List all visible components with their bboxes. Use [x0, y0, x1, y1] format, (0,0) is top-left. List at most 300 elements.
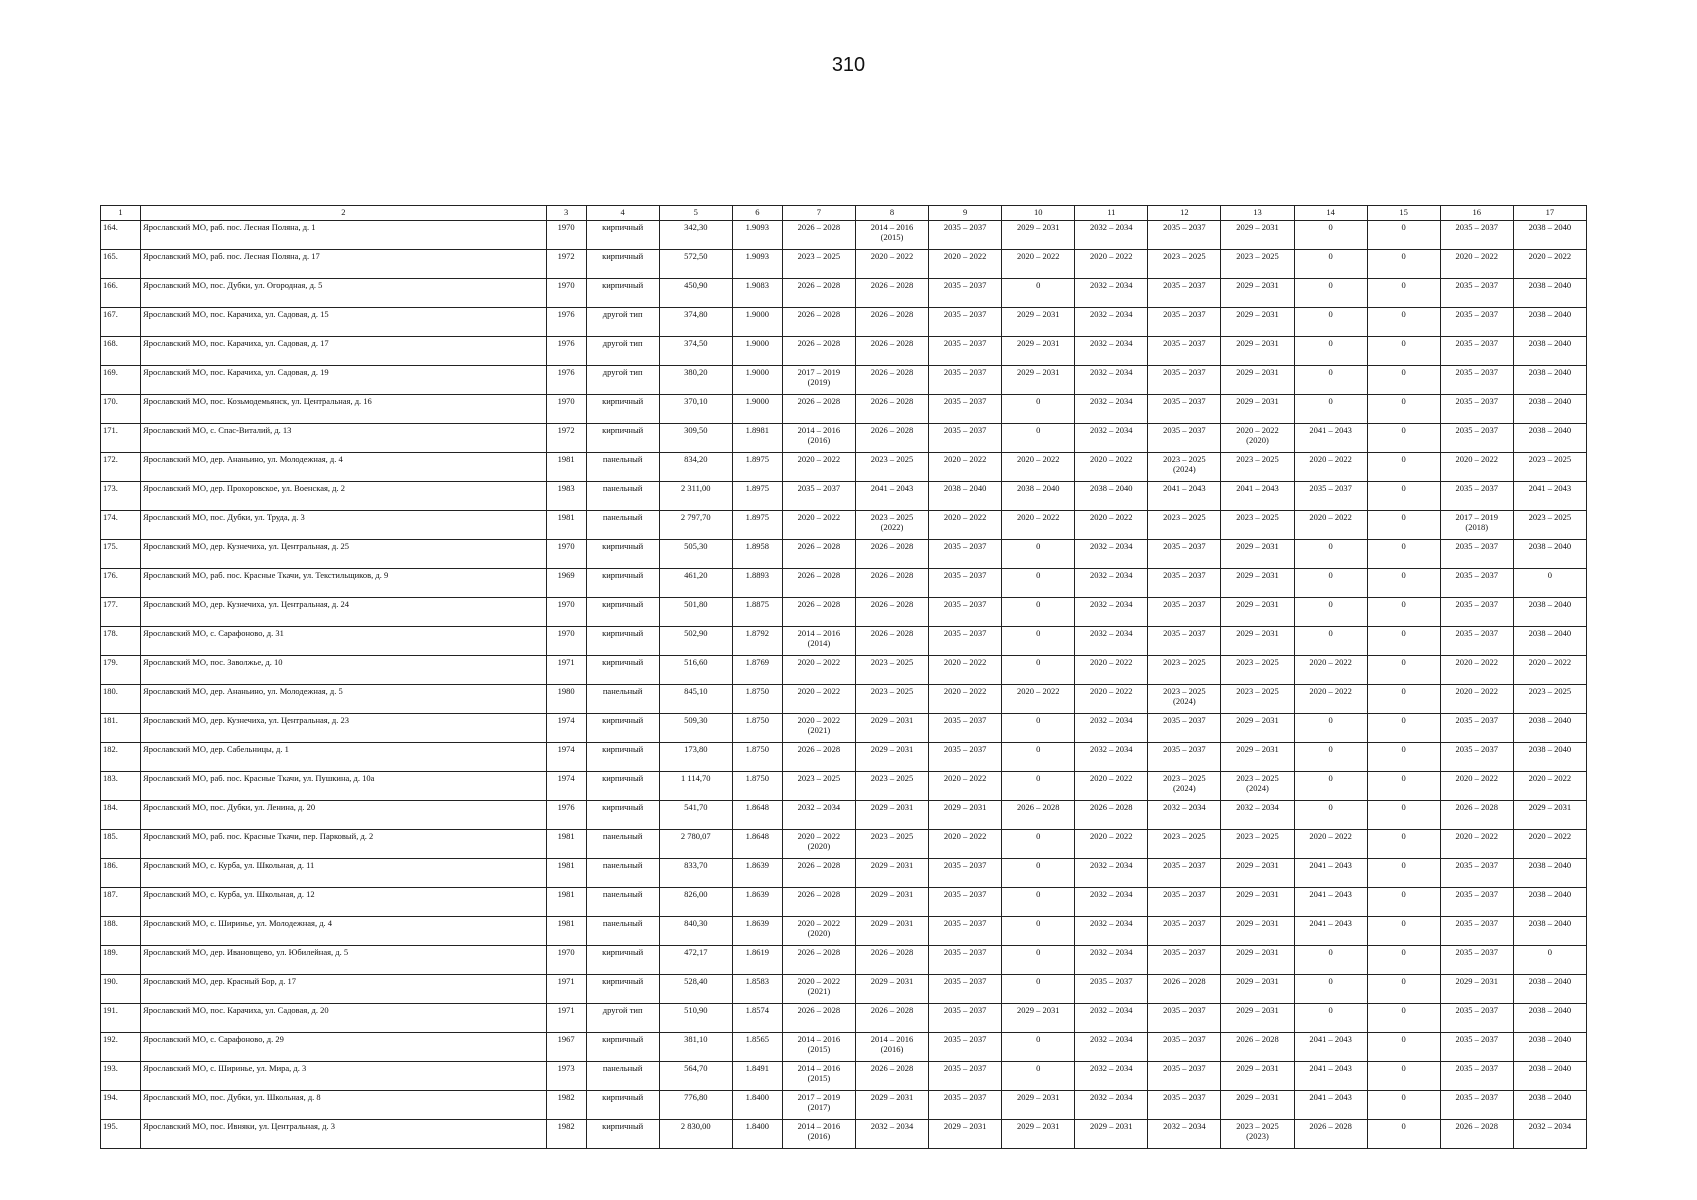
- table-cell: 2020 – 2022: [1075, 830, 1148, 859]
- table-header: [101, 206, 1587, 221]
- table-cell: 2026 – 2028: [855, 627, 928, 656]
- table-cell: 2020 – 2022: [1075, 511, 1148, 540]
- column-header: 13: [1221, 206, 1294, 221]
- table-cell: Ярославский МО, дер. Ананьино, ул. Молодежная, д. 4: [141, 453, 547, 482]
- table-cell: 541,70: [659, 801, 732, 830]
- table-cell: 165.: [101, 250, 141, 279]
- table-cell: 0: [1294, 337, 1367, 366]
- table-cell: 1981: [546, 917, 586, 946]
- table-cell: 0: [1367, 511, 1440, 540]
- table-cell: 2023 – 2025: [1513, 685, 1586, 714]
- table-cell: 183.: [101, 772, 141, 801]
- table-cell: Ярославский МО, с. Ширинье, ул. Мира, д. 3: [141, 1062, 547, 1091]
- table-cell: 1967: [546, 1033, 586, 1062]
- table-cell: кирпичный: [586, 569, 659, 598]
- table-cell: 1.8981: [732, 424, 782, 453]
- table-cell: 2029 – 2031: [929, 801, 1002, 830]
- table-cell: 2029 – 2031: [1221, 1062, 1294, 1091]
- table-cell: 0: [1294, 946, 1367, 975]
- table-cell: 2032 – 2034: [1075, 424, 1148, 453]
- table-cell: 2026 – 2028: [1440, 1120, 1513, 1149]
- table-cell: 2023 – 2025 (2022): [855, 511, 928, 540]
- table-cell: кирпичный: [586, 772, 659, 801]
- table-cell: 1976: [546, 366, 586, 395]
- table-cell: 1976: [546, 308, 586, 337]
- table-cell: 2029 – 2031: [855, 714, 928, 743]
- table-cell: 2029 – 2031: [855, 888, 928, 917]
- table-cell: панельный: [586, 1062, 659, 1091]
- table-cell: 2035 – 2037: [1440, 859, 1513, 888]
- table-cell: 2020 – 2022: [855, 250, 928, 279]
- table-cell: 2032 – 2034: [855, 1120, 928, 1149]
- table-cell: 2035 – 2037: [929, 337, 1002, 366]
- table-cell: 2035 – 2037: [1148, 714, 1221, 743]
- table-cell: 2014 – 2016 (2016): [782, 1120, 855, 1149]
- table-cell: панельный: [586, 830, 659, 859]
- table-cell: 173,80: [659, 743, 732, 772]
- table-cell: 2035 – 2037: [1440, 1091, 1513, 1120]
- table-cell: 2038 – 2040: [1513, 1004, 1586, 1033]
- table-cell: 2026 – 2028: [855, 540, 928, 569]
- table-cell: 2032 – 2034: [1075, 743, 1148, 772]
- column-header: 10: [1002, 206, 1075, 221]
- table-cell: 2032 – 2034: [1075, 1004, 1148, 1033]
- column-header: 11: [1075, 206, 1148, 221]
- table-cell: 1.8750: [732, 714, 782, 743]
- table-cell: 2038 – 2040: [1513, 424, 1586, 453]
- table-row: [101, 221, 1587, 250]
- table-row: [101, 627, 1587, 656]
- table-cell: 2017 – 2019 (2017): [782, 1091, 855, 1120]
- table-cell: 2023 – 2025: [855, 830, 928, 859]
- table-cell: 2038 – 2040: [1513, 714, 1586, 743]
- table-cell: 2032 – 2034: [1148, 801, 1221, 830]
- table-cell: 167.: [101, 308, 141, 337]
- table-cell: 2035 – 2037: [929, 946, 1002, 975]
- table-cell: 564,70: [659, 1062, 732, 1091]
- table-cell: 2032 – 2034: [1075, 366, 1148, 395]
- table-cell: 2038 – 2040: [1513, 598, 1586, 627]
- table-cell: 2026 – 2028: [855, 337, 928, 366]
- table-cell: 2032 – 2034: [1513, 1120, 1586, 1149]
- table-cell: 2020 – 2022: [1002, 453, 1075, 482]
- table-row: [101, 337, 1587, 366]
- table-cell: 2020 – 2022: [1075, 772, 1148, 801]
- table-cell: 2023 – 2025: [1221, 250, 1294, 279]
- table-cell: 190.: [101, 975, 141, 1004]
- table-cell: 0: [1002, 569, 1075, 598]
- table-cell: 2029 – 2031: [855, 917, 928, 946]
- table-cell: 2014 – 2016 (2016): [782, 424, 855, 453]
- table-cell: 2041 – 2043: [1294, 1033, 1367, 1062]
- table-cell: 2020 – 2022: [1075, 656, 1148, 685]
- column-header: 2: [141, 206, 547, 221]
- table-cell: 169.: [101, 366, 141, 395]
- table-cell: 2020 – 2022: [782, 511, 855, 540]
- table-cell: 1.8975: [732, 482, 782, 511]
- table-cell: 2029 – 2031: [1002, 366, 1075, 395]
- table-cell: 2020 – 2022: [1075, 453, 1148, 482]
- table-cell: 2035 – 2037: [1148, 743, 1221, 772]
- table-cell: 2035 – 2037: [1440, 1062, 1513, 1091]
- table-cell: 1980: [546, 685, 586, 714]
- table-cell: 0: [1367, 453, 1440, 482]
- table-cell: 2035 – 2037: [1148, 627, 1221, 656]
- table-cell: 2029 – 2031: [855, 975, 928, 1004]
- table-cell: 177.: [101, 598, 141, 627]
- table-cell: 2020 – 2022: [1440, 453, 1513, 482]
- table-cell: 0: [1513, 946, 1586, 975]
- table-cell: 182.: [101, 743, 141, 772]
- table-cell: 1.8400: [732, 1091, 782, 1120]
- table-cell: 0: [1513, 569, 1586, 598]
- table-cell: 2041 – 2043: [1294, 424, 1367, 453]
- table-cell: 2029 – 2031: [855, 859, 928, 888]
- table-cell: 1970: [546, 221, 586, 250]
- table-cell: 1974: [546, 743, 586, 772]
- table-cell: 472,17: [659, 946, 732, 975]
- table-cell: 834,20: [659, 453, 732, 482]
- table-cell: 1.9000: [732, 308, 782, 337]
- table-cell: 2035 – 2037: [1440, 888, 1513, 917]
- table-cell: 2035 – 2037: [929, 395, 1002, 424]
- table-cell: 2035 – 2037: [1294, 482, 1367, 511]
- table-cell: 2 797,70: [659, 511, 732, 540]
- table-cell: панельный: [586, 917, 659, 946]
- table-cell: 2032 – 2034: [1075, 308, 1148, 337]
- table-cell: панельный: [586, 685, 659, 714]
- table-cell: 168.: [101, 337, 141, 366]
- table-cell: 2035 – 2037: [1148, 917, 1221, 946]
- table-row: [101, 1033, 1587, 1062]
- table-cell: 1.8893: [732, 569, 782, 598]
- table-cell: 1.8750: [732, 772, 782, 801]
- table-cell: 1970: [546, 279, 586, 308]
- table-cell: 1981: [546, 453, 586, 482]
- table-cell: 2041 – 2043: [1294, 859, 1367, 888]
- table-cell: 2035 – 2037: [1440, 917, 1513, 946]
- table-cell: 2038 – 2040: [1513, 859, 1586, 888]
- table-cell: 0: [1367, 714, 1440, 743]
- table-cell: 2029 – 2031: [1221, 975, 1294, 1004]
- table-cell: 776,80: [659, 1091, 732, 1120]
- table-cell: 2038 – 2040: [929, 482, 1002, 511]
- table-cell: 826,00: [659, 888, 732, 917]
- table-cell: Ярославский МО, с. Курба, ул. Школьная, д. 12: [141, 888, 547, 917]
- table-cell: 2032 – 2034: [1075, 627, 1148, 656]
- table-cell: Ярославский МО, дер. Сабельницы, д. 1: [141, 743, 547, 772]
- table-cell: 2035 – 2037: [929, 540, 1002, 569]
- table-cell: 188.: [101, 917, 141, 946]
- table-cell: 1974: [546, 772, 586, 801]
- table-cell: 0: [1002, 714, 1075, 743]
- table-cell: Ярославский МО, дер. Кузнечиха, ул. Центральная, д. 25: [141, 540, 547, 569]
- table-cell: 374,80: [659, 308, 732, 337]
- table-cell: 2020 – 2022: [929, 250, 1002, 279]
- table-cell: 1972: [546, 250, 586, 279]
- table-cell: 2035 – 2037: [929, 424, 1002, 453]
- table-cell: Ярославский МО, дер. Ананьино, ул. Молодежная, д. 5: [141, 685, 547, 714]
- table-cell: 2032 – 2034: [1075, 279, 1148, 308]
- table-cell: 2032 – 2034: [1075, 1033, 1148, 1062]
- table-cell: 2029 – 2031: [1002, 337, 1075, 366]
- table-cell: 0: [1367, 888, 1440, 917]
- table-cell: 845,10: [659, 685, 732, 714]
- table-cell: 1.8639: [732, 917, 782, 946]
- table-cell: 2020 – 2022 (2021): [782, 714, 855, 743]
- table-cell: 2035 – 2037: [929, 888, 1002, 917]
- table-cell: 1974: [546, 714, 586, 743]
- table-cell: 2035 – 2037: [1148, 366, 1221, 395]
- table-cell: 166.: [101, 279, 141, 308]
- table-cell: 502,90: [659, 627, 732, 656]
- table-cell: 0: [1367, 366, 1440, 395]
- table-cell: 0: [1367, 685, 1440, 714]
- table-cell: 0: [1002, 1033, 1075, 1062]
- table-cell: Ярославский МО, пос. Ивняки, ул. Центральная, д. 3: [141, 1120, 547, 1149]
- table-cell: 2038 – 2040: [1513, 395, 1586, 424]
- table-cell: 0: [1002, 656, 1075, 685]
- table-cell: 0: [1367, 1062, 1440, 1091]
- table-cell: 2029 – 2031: [1221, 859, 1294, 888]
- column-header: 9: [929, 206, 1002, 221]
- table-cell: Ярославский МО, дер. Прохоровское, ул. Военская, д. 2: [141, 482, 547, 511]
- table-body: [101, 221, 1587, 1149]
- table-row: [101, 1120, 1587, 1149]
- table-cell: 180.: [101, 685, 141, 714]
- column-header: 1: [101, 206, 141, 221]
- table-cell: 2026 – 2028: [1294, 1120, 1367, 1149]
- column-header: 15: [1367, 206, 1440, 221]
- table-cell: 2020 – 2022: [929, 685, 1002, 714]
- table-cell: 193.: [101, 1062, 141, 1091]
- table-cell: 2029 – 2031: [1221, 714, 1294, 743]
- table-cell: 1.8750: [732, 743, 782, 772]
- table-cell: 2029 – 2031: [1002, 1120, 1075, 1149]
- table-row: [101, 424, 1587, 453]
- table-cell: 2032 – 2034: [1075, 859, 1148, 888]
- table-row: [101, 656, 1587, 685]
- table-cell: 1971: [546, 656, 586, 685]
- table-row: [101, 540, 1587, 569]
- table-cell: 2029 – 2031: [929, 1120, 1002, 1149]
- table-cell: 2023 – 2025: [1148, 656, 1221, 685]
- table-cell: 2029 – 2031: [1221, 946, 1294, 975]
- table-cell: 1.8619: [732, 946, 782, 975]
- table-row: [101, 395, 1587, 424]
- table-cell: 191.: [101, 1004, 141, 1033]
- table-row: [101, 453, 1587, 482]
- table-cell: 179.: [101, 656, 141, 685]
- table-cell: 174.: [101, 511, 141, 540]
- table-row: [101, 743, 1587, 772]
- table-cell: 2026 – 2028: [1221, 1033, 1294, 1062]
- table-cell: 2023 – 2025: [1513, 511, 1586, 540]
- table-cell: 2035 – 2037: [929, 1091, 1002, 1120]
- table-cell: 2035 – 2037: [1440, 308, 1513, 337]
- table-cell: панельный: [586, 888, 659, 917]
- table-cell: 2 830,00: [659, 1120, 732, 1149]
- table-cell: 2041 – 2043: [1294, 917, 1367, 946]
- table-cell: 0: [1367, 1091, 1440, 1120]
- table-cell: Ярославский МО, пос. Карачиха, ул. Садовая, д. 17: [141, 337, 547, 366]
- table-cell: 2026 – 2028: [782, 888, 855, 917]
- table-cell: 2038 – 2040: [1002, 482, 1075, 511]
- table-cell: 2026 – 2028: [855, 308, 928, 337]
- table-cell: другой тип: [586, 1004, 659, 1033]
- table-cell: 2035 – 2037: [1440, 743, 1513, 772]
- table-cell: 0: [1294, 221, 1367, 250]
- table-row: [101, 482, 1587, 511]
- table-cell: 0: [1367, 598, 1440, 627]
- table-cell: 2032 – 2034: [1075, 598, 1148, 627]
- table-row: [101, 366, 1587, 395]
- table-cell: 1.8769: [732, 656, 782, 685]
- table-cell: 0: [1294, 366, 1367, 395]
- table-cell: 0: [1294, 569, 1367, 598]
- table-cell: кирпичный: [586, 714, 659, 743]
- table-cell: 2029 – 2031: [1221, 337, 1294, 366]
- table-cell: 2029 – 2031: [855, 801, 928, 830]
- table-cell: Ярославский МО, пос. Заволжье, д. 10: [141, 656, 547, 685]
- table-cell: 2020 – 2022: [1440, 250, 1513, 279]
- table-cell: Ярославский МО, пос. Карачиха, ул. Садовая, д. 15: [141, 308, 547, 337]
- table-cell: 0: [1367, 743, 1440, 772]
- table-row: [101, 801, 1587, 830]
- table-cell: 2041 – 2043: [1148, 482, 1221, 511]
- table-cell: 2029 – 2031: [1440, 975, 1513, 1004]
- table-row: [101, 685, 1587, 714]
- table-cell: 2035 – 2037: [1440, 714, 1513, 743]
- table-cell: 0: [1294, 975, 1367, 1004]
- table-row: [101, 917, 1587, 946]
- table-cell: Ярославский МО, дер. Кузнечиха, ул. Центральная, д. 24: [141, 598, 547, 627]
- table-cell: кирпичный: [586, 801, 659, 830]
- table-cell: 2035 – 2037: [1440, 482, 1513, 511]
- table-cell: 2035 – 2037: [1440, 540, 1513, 569]
- table-cell: 2026 – 2028: [855, 279, 928, 308]
- table-cell: кирпичный: [586, 279, 659, 308]
- table-cell: кирпичный: [586, 743, 659, 772]
- table-cell: 380,20: [659, 366, 732, 395]
- table-cell: 0: [1002, 1062, 1075, 1091]
- table-cell: Ярославский МО, пос. Карачиха, ул. Садовая, д. 19: [141, 366, 547, 395]
- table-cell: 0: [1002, 859, 1075, 888]
- table-cell: Ярославский МО, с. Ширинье, ул. Молодежная, д. 4: [141, 917, 547, 946]
- table-cell: 2029 – 2031: [1221, 395, 1294, 424]
- table-cell: 2020 – 2022: [929, 453, 1002, 482]
- table-cell: панельный: [586, 511, 659, 540]
- table-row: [101, 598, 1587, 627]
- table-cell: 0: [1367, 1004, 1440, 1033]
- column-header: 14: [1294, 206, 1367, 221]
- table-cell: 1981: [546, 830, 586, 859]
- table-cell: 0: [1367, 975, 1440, 1004]
- column-header: 3: [546, 206, 586, 221]
- table-cell: 2014 – 2016 (2015): [782, 1033, 855, 1062]
- table-cell: 1.8792: [732, 627, 782, 656]
- table-cell: 0: [1294, 1004, 1367, 1033]
- table-cell: 0: [1294, 772, 1367, 801]
- table-cell: 0: [1367, 395, 1440, 424]
- table-cell: 1981: [546, 888, 586, 917]
- table-cell: 2026 – 2028: [855, 424, 928, 453]
- table-cell: 2038 – 2040: [1513, 366, 1586, 395]
- table-row: [101, 830, 1587, 859]
- table-cell: 2029 – 2031: [1221, 917, 1294, 946]
- column-header: 17: [1513, 206, 1586, 221]
- table-cell: 0: [1367, 279, 1440, 308]
- table-cell: 0: [1367, 1120, 1440, 1149]
- column-header: 4: [586, 206, 659, 221]
- table-cell: 381,10: [659, 1033, 732, 1062]
- table-cell: 501,80: [659, 598, 732, 627]
- table-cell: 175.: [101, 540, 141, 569]
- table-cell: кирпичный: [586, 1033, 659, 1062]
- table-cell: Ярославский МО, с. Сарафоново, д. 31: [141, 627, 547, 656]
- table-cell: 2035 – 2037: [1148, 279, 1221, 308]
- table-cell: 2038 – 2040: [1075, 482, 1148, 511]
- table-cell: 2026 – 2028: [855, 1062, 928, 1091]
- table-cell: 1.9000: [732, 395, 782, 424]
- table-cell: 1976: [546, 801, 586, 830]
- table-cell: 2026 – 2028: [855, 569, 928, 598]
- table-cell: 176.: [101, 569, 141, 598]
- table-cell: 2023 – 2025: [1148, 511, 1221, 540]
- table-cell: 2026 – 2028: [782, 308, 855, 337]
- table-cell: 184.: [101, 801, 141, 830]
- table-cell: 2023 – 2025: [855, 772, 928, 801]
- table-cell: 2035 – 2037: [1148, 540, 1221, 569]
- table-cell: 342,30: [659, 221, 732, 250]
- table-cell: 1982: [546, 1120, 586, 1149]
- table-cell: 2035 – 2037: [929, 1004, 1002, 1033]
- table-cell: 0: [1002, 888, 1075, 917]
- table-cell: 2020 – 2022: [929, 772, 1002, 801]
- table-cell: 2026 – 2028: [782, 598, 855, 627]
- table-cell: 2041 – 2043: [1513, 482, 1586, 511]
- table-cell: 2032 – 2034: [1221, 801, 1294, 830]
- table-cell: 1.9093: [732, 250, 782, 279]
- table-cell: 0: [1294, 395, 1367, 424]
- table-cell: 833,70: [659, 859, 732, 888]
- table-cell: Ярославский МО, пос. Карачиха, ул. Садовая, д. 20: [141, 1004, 547, 1033]
- table-cell: 2029 – 2031: [1002, 1004, 1075, 1033]
- table-cell: 2032 – 2034: [1075, 714, 1148, 743]
- table-cell: 2023 – 2025: [782, 772, 855, 801]
- table-cell: 2035 – 2037: [1440, 337, 1513, 366]
- table-cell: 2029 – 2031: [1075, 1120, 1148, 1149]
- table-cell: 2032 – 2034: [1075, 917, 1148, 946]
- table-cell: 1970: [546, 627, 586, 656]
- table-cell: Ярославский МО, с. Курба, ул. Школьная, д. 11: [141, 859, 547, 888]
- table-cell: Ярославский МО, с. Спас-Виталий, д. 13: [141, 424, 547, 453]
- table-row: [101, 946, 1587, 975]
- table-cell: 2038 – 2040: [1513, 975, 1586, 1004]
- table-cell: 0: [1367, 424, 1440, 453]
- table-cell: 2029 – 2031: [1221, 279, 1294, 308]
- table-cell: 1982: [546, 1091, 586, 1120]
- table-cell: панельный: [586, 482, 659, 511]
- table-row: [101, 569, 1587, 598]
- table-cell: другой тип: [586, 366, 659, 395]
- table-cell: 2029 – 2031: [1221, 743, 1294, 772]
- table-cell: 2035 – 2037: [929, 627, 1002, 656]
- table-cell: 309,50: [659, 424, 732, 453]
- table-cell: 2020 – 2022: [782, 685, 855, 714]
- table-cell: 195.: [101, 1120, 141, 1149]
- table-cell: 2038 – 2040: [1513, 888, 1586, 917]
